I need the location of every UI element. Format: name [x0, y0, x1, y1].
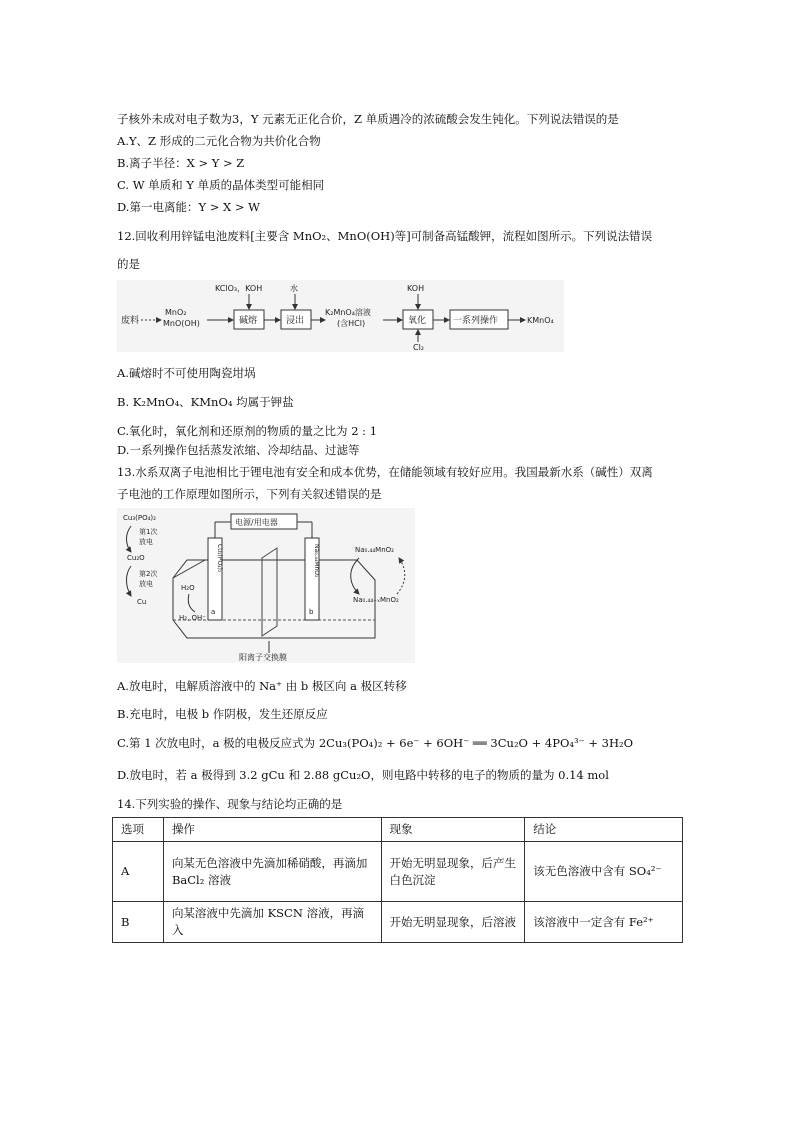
- left-discharge1: 放电: [139, 538, 153, 546]
- table-header-row: [113, 818, 683, 842]
- flow-product: KMnO₄: [527, 316, 554, 325]
- flow-mix-top: MnO₂: [165, 308, 187, 317]
- experiment-table: [112, 817, 683, 943]
- row-b-operation: 向某溶液中先滴加 KSCN 溶液，再滴入: [163, 902, 381, 943]
- q11-option-b: B.离子半径：X > Y > Z: [117, 156, 245, 170]
- q12-flow-diagram: [117, 280, 564, 352]
- q11-option-c: C. W 单质和 Y 单质的晶体类型可能相同: [117, 178, 325, 192]
- electrode-b: b: [309, 608, 314, 616]
- q12-option-b: B. K₂MnO₄、KMnO₄ 均属于钾盐: [117, 395, 294, 409]
- membrane-label: 阳离子交换膜: [239, 653, 287, 662]
- row-b-conclusion: 该溶液中一定含有 Fe²⁺: [525, 902, 683, 943]
- q13-option-b: B.充电时，电极 b 作阴极，发生还原反应: [117, 707, 328, 721]
- q14-stem: 14.下列实验的操作、现象与结论均正确的是: [117, 797, 343, 811]
- left-discharge2: 放电: [139, 580, 153, 588]
- flow-step2: 浸出: [286, 316, 305, 326]
- flow-step4: 一系列操作: [453, 316, 499, 326]
- left-cu2o: Cu₂O: [127, 554, 145, 562]
- table-row: [113, 902, 683, 943]
- q13-battery-diagram: [117, 508, 415, 663]
- q13-stem-line2: 子电池的工作原理如图所示，下列有关叙述错误的是: [117, 487, 382, 501]
- left-second: 第2次: [139, 570, 158, 578]
- flow-step3: 氧化: [408, 316, 427, 326]
- q12-stem-line1: 12.回收利用锌锰电池废料[主要含 MnO₂、MnO(OH)等]可制备高锰酸钾，流程如图所示。下列说法错误: [117, 229, 653, 243]
- flow-mix-bottom: MnO(OH): [163, 319, 200, 328]
- row-a-phenomenon: [381, 842, 525, 902]
- q13-stem-line1: 13.水系双离子电池相比于锂电池有安全和成本优势，在储能领域有较好应用。我国最新水系（碱性）双离: [117, 465, 653, 479]
- electrode-b-label: Na₀.₄₄MnO₂: [313, 544, 320, 578]
- q13-option-c: C.第 1 次放电时，a 极的电极反应式为 2Cu₃(PO₄)₂ + 6e⁻ + 6OH⁻ ══ 3Cu₂O + 4PO₄³⁻ + 3H₂O: [117, 736, 634, 750]
- q12-option-c: C.氧化时，氧化剂和还原剂的物质的量之比为 2 : 1: [117, 424, 378, 438]
- q11-option-a: A.Y、Z 形成的二元化合物为共价化合物: [117, 134, 321, 148]
- q12-option-a: A.碱熔时不可使用陶瓷坩埚: [117, 366, 256, 380]
- left-first: 第1次: [139, 528, 158, 536]
- row-b-option: B: [113, 902, 164, 943]
- right-na044x: Na₀.₄₄₋ₓMnO₂: [353, 596, 399, 604]
- flow-reagent2: 水: [290, 284, 298, 293]
- flow-reagent4: Cl₂: [413, 343, 425, 352]
- q11-stem-tail: 子核外未成对电子数为3，Y 元素无正化合价，Z 单质遇冷的浓硫酸会发生钝化。下列说法错误的是: [117, 112, 619, 126]
- flow-reagent1: KClO₃，KOH: [215, 284, 263, 293]
- water-label: H₂O: [181, 584, 195, 592]
- q12-option-d: D.一系列操作包括蒸发浓缩、冷却结晶、过滤等: [117, 443, 360, 457]
- row-a-operation-line1: 向某无色溶液中先滴加稀硝酸，再滴加: [171, 855, 368, 870]
- row-a-phenomenon-line2: 白色沉淀: [389, 872, 436, 887]
- flow-mid-bottom: (含HCl): [337, 319, 366, 328]
- q13-option-a: A.放电时，电解质溶液中的 Na⁺ 由 b 极区向 a 极区转移: [117, 679, 407, 693]
- electrode-a-label: Cu₃(PO₄)₂: [216, 544, 223, 573]
- row-a-conclusion: 该无色溶液中含有 SO₄²⁻: [525, 842, 683, 902]
- q12-stem-line2: 的是: [117, 257, 140, 271]
- header-conclusion: 结论: [525, 818, 683, 842]
- row-a-operation: [163, 842, 381, 902]
- row-a-operation-line2: BaCl₂ 溶液: [171, 872, 231, 887]
- left-cu3po4: Cu₃(PO₄)₂: [123, 514, 156, 522]
- right-na044: Na₀.₄₄MnO₂: [355, 546, 394, 554]
- row-a-phenomenon-line1: 开始无明显现象，后产生: [389, 855, 517, 870]
- flow-step1: 碱熔: [239, 316, 258, 326]
- electrode-a: a: [211, 608, 216, 616]
- h2-oh-label: H₂, OH⁻: [179, 614, 206, 622]
- q13-option-d: D.放电时，若 a 极得到 3.2 gCu 和 2.88 gCu₂O，则电路中转移的电子的物质的量为 0.14 mol: [117, 768, 609, 782]
- q11-option-d: D.第一电离能：Y > X > W: [117, 200, 260, 214]
- flow-start: 废料: [121, 316, 140, 326]
- table-row: [113, 842, 683, 902]
- flow-mid-top: K₂MnO₄溶液: [325, 308, 371, 317]
- row-a-option: A: [113, 842, 164, 902]
- power-label: 电源/用电器: [235, 518, 278, 527]
- header-option: 选项: [113, 818, 164, 842]
- left-cu: Cu: [137, 598, 147, 606]
- header-operation: 操作: [163, 818, 381, 842]
- flow-reagent3: KOH: [407, 284, 425, 293]
- row-b-phenomenon: 开始无明显现象，后溶液: [381, 902, 525, 943]
- header-phenomenon: 现象: [381, 818, 525, 842]
